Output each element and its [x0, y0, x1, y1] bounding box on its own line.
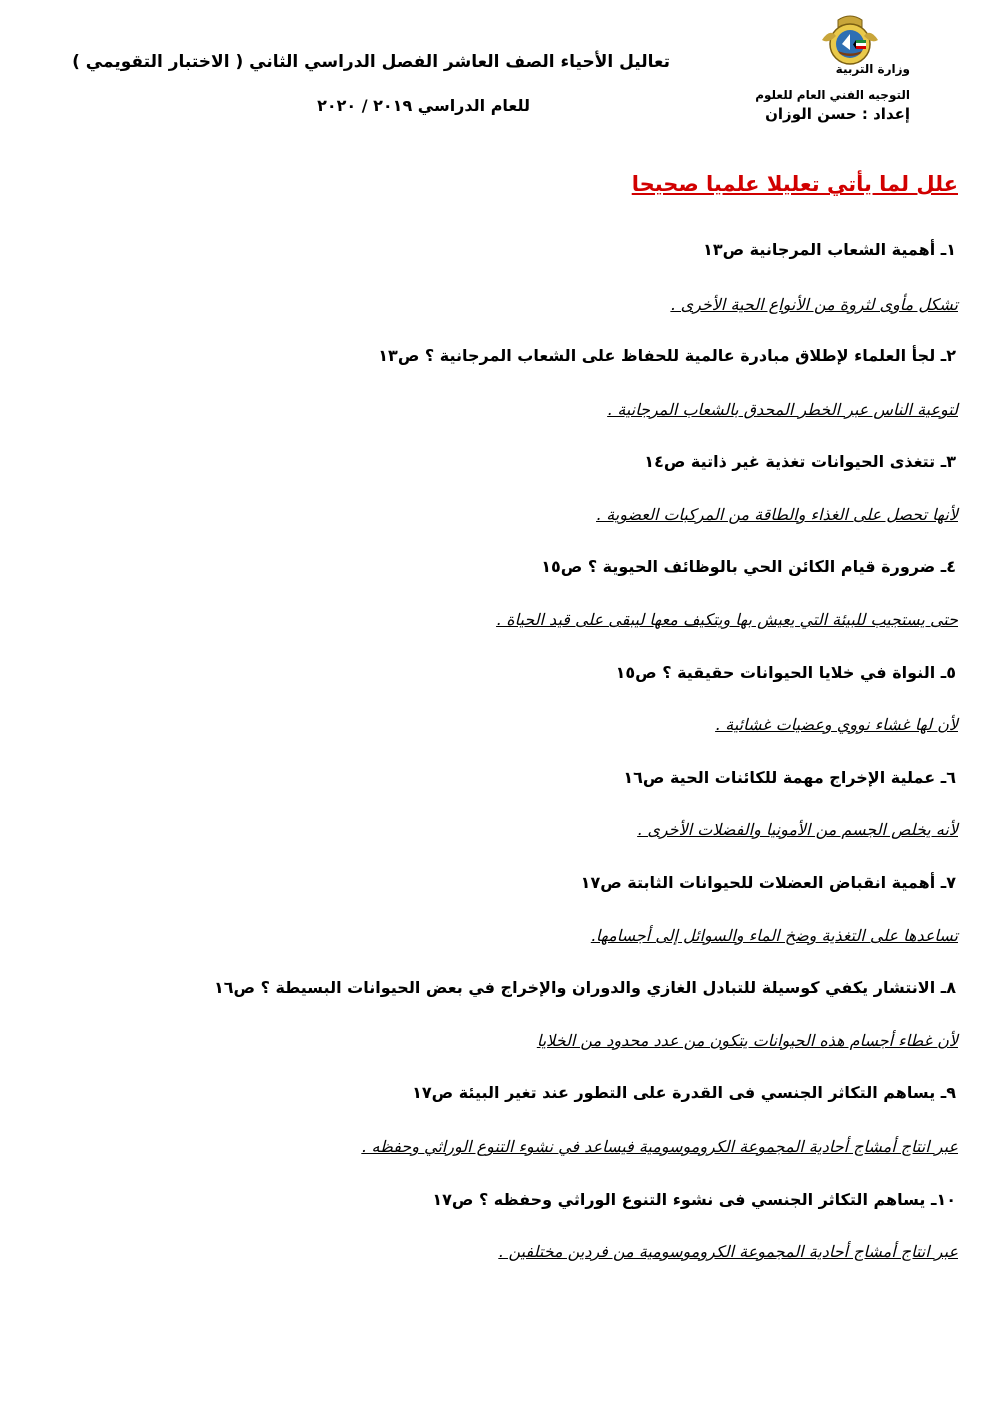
answer-6: لأنه يخلص الجسم من الأمونيا والفضلات الأخرى . — [637, 820, 958, 839]
answer-1: تشكل مأوى لثروة من الأنواع الحية الأخرى . — [670, 295, 958, 314]
question-9: ٩ـ يساهم التكاثر الجنسي فى القدرة على التطور عند تغير البيئة ص١٧ — [412, 1083, 956, 1102]
answer-7: تساعدها على التغذية وضخ الماء والسوائل إلى أجسامها. — [590, 926, 958, 945]
answer-9: عبر انتاج أمشاج أحادية المجموعة الكروموسومية فيساعد في نشوء التنوع الوراثي وحفظه . — [361, 1137, 958, 1156]
answer-4: حتى يستجيب للبيئة التي يعيش بها ويتكيف معها ليبقى على قيد الحياة . — [496, 610, 958, 629]
question-3: ٣ـ تتغذى الحيوانات تغذية غير ذاتية ص١٤ — [644, 452, 956, 471]
author-name: إعداد : حسن الوزان — [765, 105, 910, 123]
answer-8: لأن غطاء أجسام هذه الحيوانات يتكون من عدد محدود من الخلايا — [536, 1031, 958, 1050]
answer-3: لأنها تحصل على الغذاء والطاقة من المركبات العضوية . — [596, 505, 958, 524]
question-4: ٤ـ ضرورة قيام الكائن الحي بالوظائف الحيوية ؟ ص١٥ — [541, 557, 956, 576]
answer-10: عبر انتاج أمشاج أحادية المجموعة الكروموسومية من فردين مختلفين . — [498, 1242, 958, 1261]
section-heading: علل لما يأتي تعليلا علميا صحيحا — [631, 172, 958, 196]
answer-5: لأن لها غشاء نووي وعضيات غشائية . — [715, 715, 958, 734]
question-2: ٢ـ لجأ العلماء لإطلاق مبادرة عالمية للحفاظ على الشعاب المرجانية ؟ ص١٣ — [378, 346, 956, 365]
question-10: ١٠ـ يساهم التكاثر الجنسي فى نشوء التنوع الوراثي وحفظه ؟ ص١٧ — [432, 1190, 956, 1209]
department-name: التوجيه الفني العام للعلوم — [755, 88, 910, 102]
question-8: ٨ـ الانتشار يكفي كوسيلة للتبادل الغازي والدوران والإخراج في بعض الحيوانات البسيطة ؟ ص١٦ — [213, 978, 956, 997]
question-7: ٧ـ أهمية انقباض العضلات للحيوانات الثابتة ص١٧ — [580, 873, 956, 892]
document-title: تعاليل الأحياء الصف العاشر الفصل الدراسي الثاني ( الاختبار التقويمي ) — [72, 52, 670, 72]
academic-year: للعام الدراسي ٢٠١٩ / ٢٠٢٠ — [317, 96, 530, 115]
answer-2: لتوعية الناس عبر الخطر المحدق بالشعاب المرجانية . — [607, 400, 958, 419]
question-5: ٥ـ النواة في خلايا الحيوانات حقيقية ؟ ص١٥ — [615, 663, 956, 682]
question-6: ٦ـ عملية الإخراج مهمة للكائنات الحية ص١٦ — [623, 768, 956, 787]
ministry-name: وزارة التربية — [835, 62, 910, 76]
question-1: ١ـ أهمية الشعاب المرجانية ص١٣ — [703, 240, 956, 259]
